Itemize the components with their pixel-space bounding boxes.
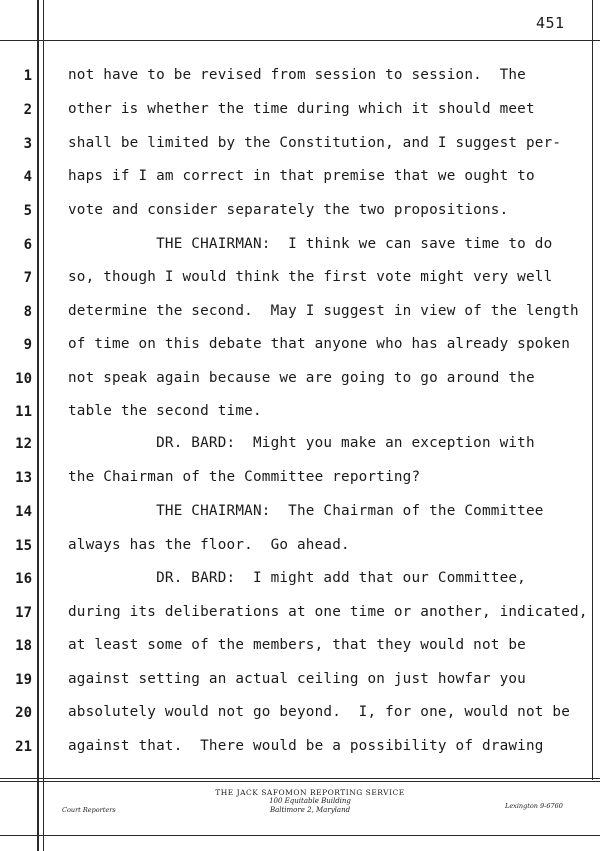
transcript-line: not speak again because we are going to go around the [68,370,535,386]
line-number: 19 [15,672,32,688]
transcript-line: THE CHAIRMAN: I think we can save time to do [68,236,553,252]
footer-court-reporters: Court Reporters [62,806,116,814]
transcript-line: against that. There would be a possibility of drawing [68,738,544,754]
line-number: 6 [23,237,32,253]
line-number: 14 [15,504,32,520]
line-number: 21 [15,739,32,755]
transcript-line: vote and consider separately the two propositions. [68,202,509,218]
line-number: 5 [23,203,32,219]
transcript-line: DR. BARD: Might you make an exception with [68,435,535,451]
transcript-line: during its deliberations at one time or another, indicated, [68,604,588,620]
footer-phone: Lexington 9-6760 [505,802,563,810]
line-number: 13 [15,470,32,486]
transcript-line: THE CHAIRMAN: The Chairman of the Committee [68,503,544,519]
footer-rule-top [0,778,600,779]
footer-rule-bottom [0,781,600,782]
line-number: 17 [15,605,32,621]
line-number: 9 [23,337,32,353]
line-number: 1 [23,68,32,84]
transcript-line: shall be limited by the Constitution, and I suggest per- [68,135,562,151]
line-number: 10 [15,371,32,387]
line-number: 16 [15,571,32,587]
line-number: 15 [15,538,32,554]
line-number: 18 [15,638,32,654]
footer-title: THE JACK SAFOMON REPORTING SERVICE [215,788,405,797]
reporting-service-footer [200,788,420,815]
line-number: 11 [15,404,32,420]
header-rule [0,40,600,41]
transcript-line: so, though I would think the first vote might very well [68,269,553,285]
line-number: 20 [15,705,32,721]
bottom-rule [0,835,600,836]
line-number: 12 [15,436,32,452]
transcript-line: haps if I am correct in that premise that we ought to [68,168,535,184]
margin-rule-inner [43,0,44,851]
line-number: 3 [23,136,32,152]
transcript-line: DR. BARD: I might add that our Committee, [68,570,526,586]
transcript-line: other is whether the time during which it should meet [68,101,535,117]
transcript-line: determine the second. May I suggest in view of the length [68,303,579,319]
line-number: 2 [23,102,32,118]
line-number: 7 [23,270,32,286]
transcript-line: not have to be revised from session to session. The [68,67,526,83]
transcript-line: always has the floor. Go ahead. [68,537,350,553]
line-number: 8 [23,304,32,320]
page-number: 451 [536,14,565,32]
transcript-line: at least some of the members, that they would not be [68,637,526,653]
line-number: 4 [23,169,32,185]
transcript-line: table the second time. [68,403,262,419]
transcript-line: the Chairman of the Committee reporting? [68,469,421,485]
right-margin-rule [592,0,593,780]
margin-rule-outer [37,0,39,851]
footer-address-line1: 100 Equitable Building [269,797,351,805]
transcript-line: absolutely would not go beyond. I, for one, would not be [68,704,571,720]
transcript-line: of time on this debate that anyone who has already spoken [68,336,571,352]
footer-address-line2: Baltimore 2, Maryland [269,806,351,814]
transcript-line: against setting an actual ceiling on just howfar you [68,671,526,687]
